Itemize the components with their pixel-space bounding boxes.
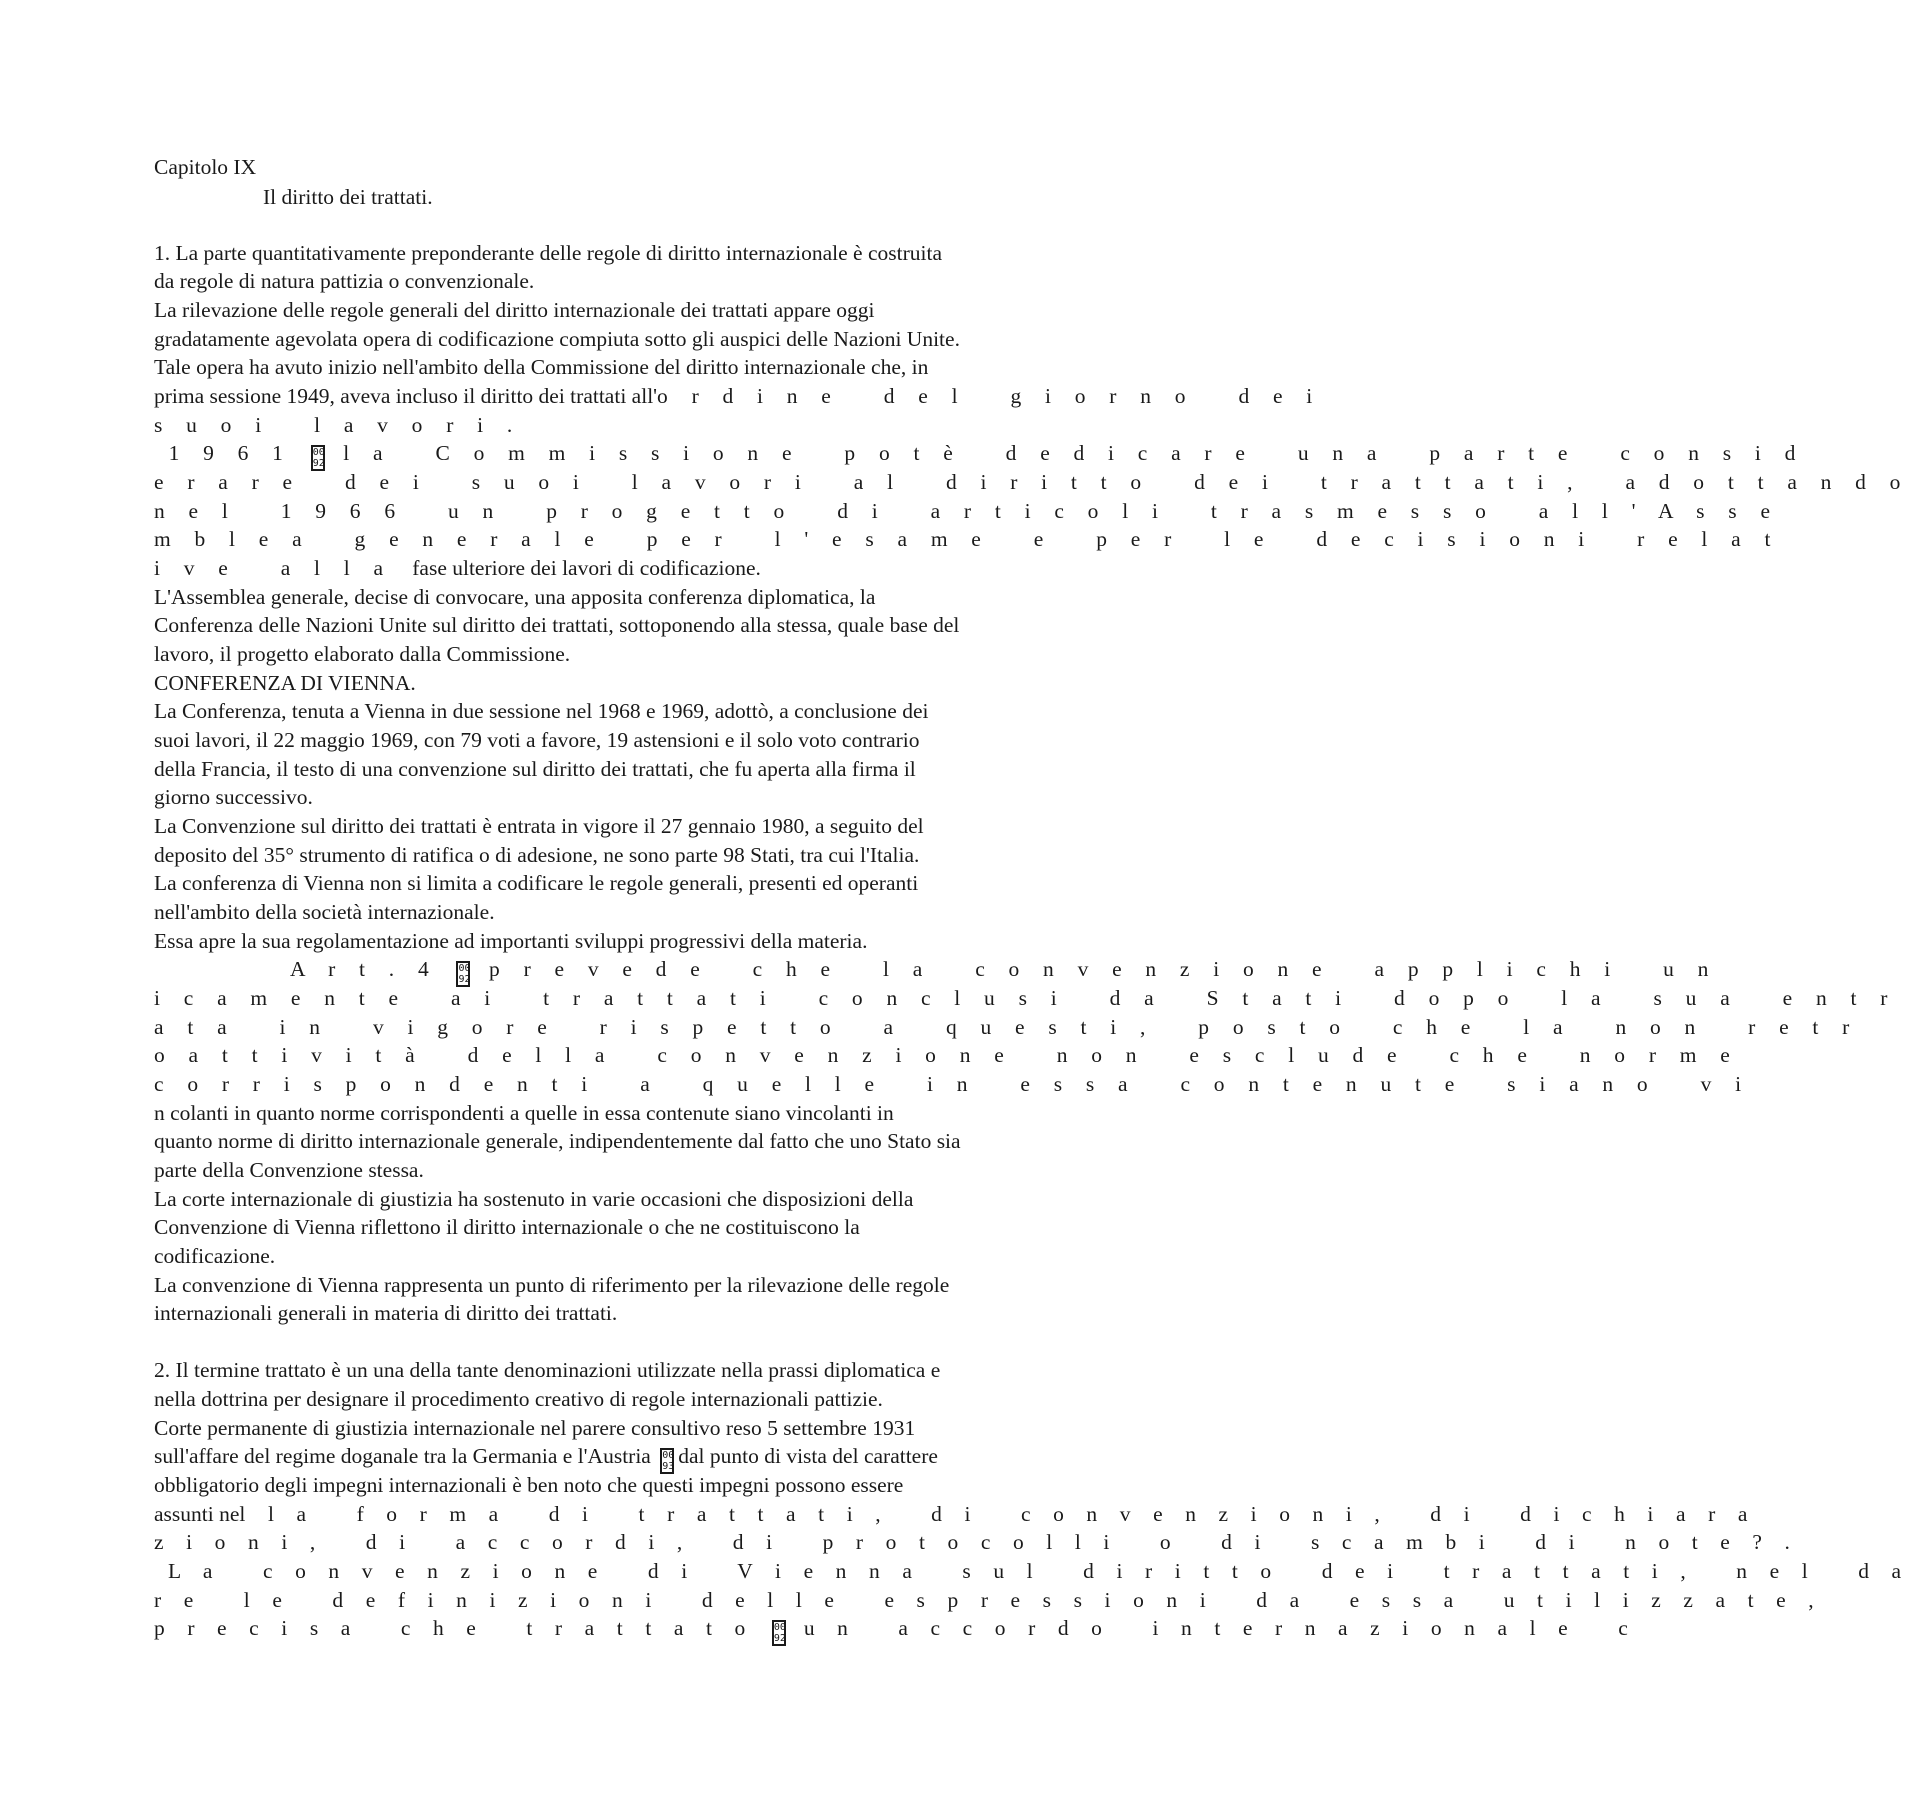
text-line xyxy=(154,1442,938,1474)
text-line: a t a i n v i g o r e r i s p e t t o a q u e s t i , p o s t o c h e l a n o n r e t r xyxy=(154,1015,1859,1039)
text-line: La convenzione di Vienna rappresenta un punto di riferimento per la rilevazione delle regole xyxy=(154,1273,950,1297)
text-line: Corte permanente di giustizia internazionale nel parere consultivo reso 5 settembre 1931 xyxy=(154,1416,916,1440)
text-line: La rilevazione delle regole generali del diritto internazionale dei trattati appare oggi xyxy=(154,298,875,322)
text-fragment: A r t . 4 xyxy=(290,957,453,981)
text-line: n e l 1 9 6 6 u n p r o g e t t o d i a r t i c o l i t r a s m e s s o a l l ' A s s e xyxy=(154,499,1780,523)
text-line: La corte internazionale di giustizia ha sostenuto in varie occasioni che disposizioni della xyxy=(154,1187,914,1211)
text-fragment: sull'affare del regime doganale tra la Germania e l'Austria xyxy=(154,1444,657,1468)
text-fragment: o r d i n e d e l g i o r n o d e i xyxy=(657,384,1322,408)
missing-glyph-icon: 00 92 xyxy=(458,963,471,985)
text-line: quanto norme di diritto internazionale generale, indipendentemente dal fatto che uno Stato sia xyxy=(154,1129,961,1153)
text-fragment: 1 9 6 1 xyxy=(154,441,307,465)
text-line xyxy=(154,382,1321,410)
text-line: o a t t i v i t à d e l l a c o n v e n z i o n e n o n e s c l u d e c h e n o r m e xyxy=(154,1043,1740,1067)
text-line: internazionali generali in materia di diritto dei trattati. xyxy=(154,1301,618,1325)
missing-glyph-icon: 00 92 xyxy=(312,447,325,469)
text-line: La conferenza di Vienna non si limita a codificare le regole generali, presenti ed operanti xyxy=(154,871,919,895)
text-fragment: fase ulteriore dei lavori di codificazione. xyxy=(406,556,761,580)
text-fragment: i v e a l l a xyxy=(154,556,407,580)
chapter-heading: Capitolo IX xyxy=(154,155,257,179)
text-line: r e l e d e f i n i z i o n i d e l l e e s p r e s s i o n i d a e s s a u t i l i z z a t e , xyxy=(154,1588,1823,1612)
text-fragment: prima sessione 1949, aveva incluso il diritto dei trattati all' xyxy=(154,384,658,408)
text-line: obbligatorio degli impegni internazionali è ben noto che questi impegni possono essere xyxy=(154,1473,904,1497)
text-line: nella dottrina per designare il procedimento creativo di regole internazionali pattizie. xyxy=(154,1387,883,1411)
missing-glyph-icon: 00 92 xyxy=(773,1622,786,1644)
text-line xyxy=(290,955,1718,987)
text-line: m b l e a g e n e r a l e p e r l ' e s a m e e p e r l e d e c i s i o n i r e l a t xyxy=(154,527,1780,551)
text-line: c o r r i s p o n d e n t i a q u e l l e i n e s s a c o n t e n u t e s i a n o v i xyxy=(154,1072,1751,1096)
chapter-subtitle: Il diritto dei trattati. xyxy=(263,185,433,209)
text-line: da regole di natura pattizia o convenzionale. xyxy=(154,269,535,293)
text-line: suoi lavori, il 22 maggio 1969, con 79 voti a favore, 19 astensioni e il solo voto contrario xyxy=(154,728,920,752)
text-line: 1. La parte quantitativamente preponderante delle regole di diritto internazionale è costruita xyxy=(154,241,943,265)
text-line: Convenzione di Vienna riflettono il diritto internazionale o che ne costituiscono la xyxy=(154,1215,860,1239)
text-line: i c a m e n t e a i t r a t t a t i c o n c l u s i d a S t a t i d o p o l a s u a e n t r xyxy=(154,986,1897,1010)
text-line: s u o i l a v o r i . xyxy=(154,413,522,437)
text-line xyxy=(154,554,761,582)
text-line: 2. Il termine trattato è un una della tante denominazioni utilizzate nella prassi diplomatica e xyxy=(154,1358,941,1382)
text-line: parte della Convenzione stessa. xyxy=(154,1158,424,1182)
text-line: Conferenza delle Nazioni Unite sul diritto dei trattati, sottoponendo alla stessa, quale base del xyxy=(154,613,960,637)
text-line xyxy=(154,439,1805,471)
text-line: La Convenzione sul diritto dei trattati è entrata in vigore il 27 gennaio 1980, a seguito del xyxy=(154,814,924,838)
text-line: z i o n i , d i a c c o r d i , d i p r o t o c o l l i o d i s c a m b i d i n o t e ? . xyxy=(154,1530,1799,1554)
text-fragment: l l a f o r m a d i t r a t t a t i , d i c o n v e n z i o n i , d i d i c h i a r a xyxy=(239,1502,1756,1526)
text-fragment: dal punto di vista del carattere xyxy=(678,1444,938,1468)
text-line xyxy=(154,1614,1636,1646)
text-line: gradatamente agevolata opera di codificazione compiuta sotto gli auspici delle Nazioni Unite. xyxy=(154,327,960,351)
text-line: lavoro, il progetto elaborato dalla Commissione. xyxy=(154,642,571,666)
text-line: n colanti in quanto norme corrispondenti a quelle in essa contenute siano vincolanti in xyxy=(154,1101,894,1125)
text-line: L a c o n v e n z i o n e d i V i e n n a s u l d i r i t t o d e i t r a t t a t i , n e l d a xyxy=(154,1559,1910,1583)
text-fragment: p r e v e d e c h e l a c o n v e n z i o n e a p p l i c h i u n xyxy=(474,957,1718,981)
text-line: codificazione. xyxy=(154,1244,276,1268)
text-line: nell'ambito della società internazionale. xyxy=(154,900,495,924)
text-line xyxy=(154,1500,1756,1528)
text-fragment: assunti ne xyxy=(154,1502,240,1526)
text-line: Tale opera ha avuto inizio nell'ambito della Commissione del diritto internazionale che, in xyxy=(154,355,929,379)
missing-glyph-icon: 00 93 xyxy=(662,1450,675,1472)
text-line: L'Assemblea generale, decise di convocare, una apposita conferenza diplomatica, la xyxy=(154,585,876,609)
text-fragment: l a C o m m i s s i o n e p o t è d e d i c a r e u n a p a r t e c o n s i d xyxy=(328,441,1805,465)
text-line: Essa apre la sua regolamentazione ad importanti sviluppi progressivi della materia. xyxy=(154,929,868,953)
text-line: La Conferenza, tenuta a Vienna in due sessione nel 1968 e 1969, adottò, a conclusione dei xyxy=(154,699,929,723)
text-line: deposito del 35° strumento di ratifica o di adesione, ne sono parte 98 Stati, tra cui l'Italia. xyxy=(154,843,920,867)
text-fragment: u n a c c o r d o i n t e r n a z i o n a l e c xyxy=(789,1616,1637,1640)
text-line: giorno successivo. xyxy=(154,785,313,809)
text-fragment: p r e c i s a c h e t r a t t a t o xyxy=(154,1616,768,1640)
section-heading: CONFERENZA DI VIENNA. xyxy=(154,671,416,695)
text-line: e r a r e d e i s u o i l a v o r i a l d i r i t t o d e i t r a t t a t i , a d o t t a n d o xyxy=(154,470,1910,494)
text-line: della Francia, il testo di una convenzione sul diritto dei trattati, che fu aperta alla firma il xyxy=(154,757,916,781)
